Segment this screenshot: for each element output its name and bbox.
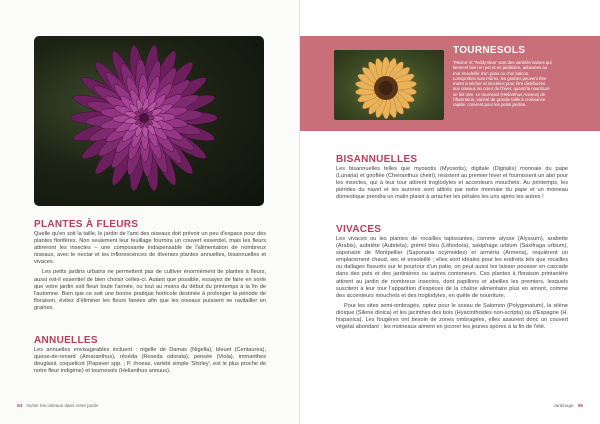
right-page-number: 95 xyxy=(577,403,583,408)
heading-annuelles: ANNUELLES xyxy=(34,335,98,346)
fleurs-paragraph-2: Les petits jardins urbains ne permettent pas de cultiver énormément de plantes à fleurs, aussi est-il essentiel de bien choisir celles-ci. Autant que possible, essayez de faire en sorte que votre jardin soit fleuri toute l'année, ou tout au moins du début du printemps à la fin de l'automne. Bien que ce soit une bonne pratique horticole destinée à prolonger la période de floraison, évitez d'éliminer les fleurs fanées afin que les oiseaux puissent se ravitailler en graines. xyxy=(34,269,266,311)
heading-bisannuelles: BISANNUELLES xyxy=(336,154,418,165)
sunflower-photo xyxy=(334,50,444,120)
fleurs-paragraph-1: Quelle qu'en soit la taille, le jardin de l'ami des oiseaux doit prévoir un peu d'espace pour des plantes florifères. Non seulement leur feuillage fournira un couvert essentiel, mais les fleurs attireront les insectes – une composante indispensable de l'alimentation de nombreux oiseaux, avec le nectar et les inflorescences de diverses plantes annuelles, bisannuelles et vivaces. xyxy=(34,231,266,266)
right-running-title: Jardinage xyxy=(553,403,574,408)
right-folio xyxy=(553,403,586,408)
bisannuelles-paragraph-1: Les bisannuelles telles que myosotis (Myosotis), digitale (Digitalis) monnaie du pape (Lunaria) et giroflée (Cheiranthus cheiri), résistent au premier hiver et fournissent un abri pour les insectes, qui à leur tour attirent troglodytes et accenteurs mouchets. Au printemps, les piérides du navet et les aurores sont attirés par notre monnaie du pape et un moineau domestique prendra un malin plaisir à arracher les pétales les uns après les autres ! xyxy=(336,166,568,201)
heading-plantes-a-fleurs: PLANTES À FLEURS xyxy=(34,219,139,230)
vivaces-paragraph-1: Les vivaces ou les plantes de rocailles tapissantes, comme alysse (Alyssum), arabette (Arabis), aubriète (Aubrieta), grémil bleu (Lithodora), saxiphage urbium (Saxifraga urbium), saponaire de Montpellier (Saponaria ocymoides) et arméria (Armeria), requièrent un emplacement chaud, sec et ensoleillé ; elles sont idéales pour les endroits tels que rocailles ou dallages fissurés sur le pourtour d'un patio, on peut aussi les laisser pousser en cascade dans des pots et des jardinières ou autres conteneurs. Ces plantes à floraison printanière attirent au jardin de nombreux insectes, dont papillons et abeilles les premiers, lesquels suscitent à leur tour l'apparition d'espèces de la chaîne alimentaire plus en amont, comme des accenteurs mouchets et des troglodytes, en quête de nourriture. xyxy=(336,236,568,299)
bisannuelles-text xyxy=(336,166,568,204)
tournesols-sidebar-box xyxy=(300,36,600,131)
sidebar-title: TOURNESOLS xyxy=(453,45,526,56)
annuelles-text xyxy=(34,347,266,378)
left-running-title: Inviter les oiseaux dans votre jardin xyxy=(26,403,99,408)
sidebar-text: 'Pacino' et 'Teddy Bear' sont des variétés naines qui tiennent bien en pot et en jardinière, adossées au mur ensoleillé d'un patio ou d'un balcon. Lorsqu'elles sont mûres, les graines peuvent être mises à sécher et stockées pour être distribuées aux oiseaux au cœur de l'hiver, quand la nourriture se fait rare. Le tournesol (Helianthus Annuus) de l'illustration, variété de grande taille à croissance rapide, convient pour les petits jardins. xyxy=(453,60,552,108)
fleurs-text xyxy=(34,231,266,315)
heading-vivaces: VIVACES xyxy=(336,224,382,235)
left-page-number: 94 xyxy=(17,403,23,408)
vivaces-text xyxy=(336,236,568,334)
vivaces-paragraph-2: Pour les sites semi-ombragés, optez pour le sceau de Salomon (Polygonatum), la silène dioïque (Silene dioica) et les jacinthes des bois (Hyacinthoides non-scripta) ou d'Espagne (H. hispanica). Les fougères ont besoin de zones ombragées, elles assurent donc un couvert végétal abondant ; les moineaux aiment en picorer les jeunes spores à la fin de l'été. xyxy=(336,302,568,331)
annuelles-paragraph-1: Les annuelles envisageables incluent : nigelle de Damas (Nigella), bleuet (Centaurea), queue-de-renard (Amaranthus), réséda (Reseda odorata), pensée (Viola), immanthes douglasii, coquelicot (Papaver spp. ; P. rhoeas, variété simple 'Shirley', est le plus proche de notre fleur indigène) et tournesols (Helianthus annuus). xyxy=(34,347,266,375)
dahlia-photo xyxy=(34,36,264,206)
left-folio xyxy=(14,403,98,408)
